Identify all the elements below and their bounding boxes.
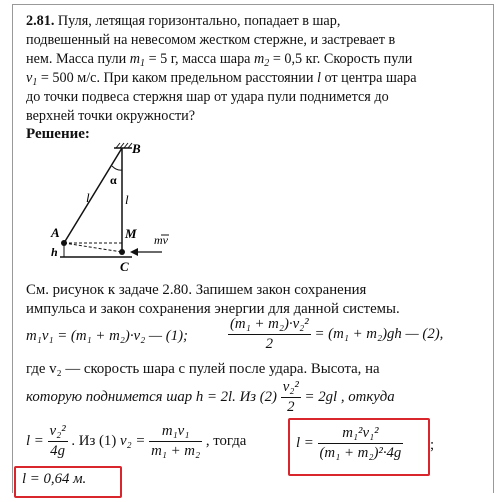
- problem-line-1: [26, 12, 340, 31]
- text-fragment: нем. Масса пули: [26, 51, 127, 67]
- fraction-denominator: (m₁ + m₂)²·4g: [319, 445, 402, 461]
- fraction-numerator: m₁²v₁²: [318, 424, 404, 444]
- solution-line-4: где v₂ — скорость шара с пулей после удара. Высота, на: [26, 361, 380, 377]
- label-m: M: [125, 226, 137, 241]
- text-fragment: = 0,5 кг. Скорость пули: [272, 51, 413, 67]
- label-b: B: [132, 141, 141, 156]
- text-fragment: = 5 г, масса шара: [148, 51, 251, 67]
- problem-text: Пуля, летящая горизонтально, попадает в шар,: [57, 13, 341, 29]
- text-fragment: v₂ =: [119, 432, 146, 449]
- subscript: 1: [140, 58, 146, 69]
- text-fragment: l =: [296, 434, 314, 451]
- final-semicolon: ;: [430, 437, 435, 453]
- energy-rhs: = (m₁ + m₂)gh — (2),: [314, 325, 444, 342]
- fraction-denominator: 4g: [50, 443, 65, 459]
- v2-fraction: [149, 422, 202, 461]
- symbol-m1: m: [129, 51, 141, 67]
- problem-line-5: до точки подвеса стержня шар от удара пули поднимется до: [26, 89, 389, 105]
- label-h: h: [51, 245, 58, 259]
- label-alpha: α: [110, 173, 117, 187]
- final-formula: [296, 424, 403, 463]
- equation-energy: [228, 315, 443, 354]
- ceiling-hatch: [114, 143, 132, 148]
- text-fragment: которую поднимется шар h = 2l. Из (2): [26, 388, 277, 405]
- rod-deflected: [64, 148, 122, 243]
- solution-line-6: [26, 422, 246, 461]
- symbol-v1: v: [26, 70, 33, 86]
- height-fraction: [281, 378, 301, 417]
- angle-arc: [112, 166, 122, 170]
- arrow-head: [130, 248, 138, 256]
- text-fragment: от центра шара: [324, 70, 417, 86]
- problem-number: 2.81.: [26, 13, 55, 29]
- ball-position-a: [61, 240, 67, 246]
- fraction-denominator: m₁ + m₂: [151, 443, 201, 459]
- text-fragment: , тогда: [205, 432, 247, 449]
- problem-line-2: подвешенный на невесомом жестком стержне, и застревает в: [26, 32, 396, 48]
- fraction-numerator: m₁v₁: [149, 422, 202, 442]
- dashed-chord: [64, 243, 122, 252]
- problem-line-6: верхней точки окружности?: [26, 108, 196, 124]
- label-l-right: l: [125, 192, 129, 207]
- subscript: 1: [32, 77, 38, 88]
- final-fraction: [318, 424, 404, 463]
- fraction-denominator: 2: [287, 399, 295, 415]
- energy-fraction: [228, 315, 311, 354]
- equation-momentum: m₁v₁ = (m₁ + m₂)·v₂ — (1);: [26, 328, 188, 344]
- text-fragment: = 500 м/с. При каком предельном расстоянии: [40, 70, 314, 86]
- fraction-numerator: (m₁ + m₂)·v₂²: [228, 315, 311, 335]
- answer: l = 0,64 м.: [22, 471, 87, 487]
- fraction-numerator: v₂²: [281, 378, 301, 398]
- ball-position-c: [119, 249, 125, 255]
- label-mv: mv: [154, 233, 168, 247]
- pendulum-diagram: [50, 140, 180, 275]
- symbol-m2: m: [254, 51, 265, 67]
- fraction-denominator: 2: [265, 336, 274, 352]
- solution-line-2: импульса и закон сохранения энергии для данной системы.: [26, 301, 400, 317]
- label-c: C: [120, 259, 129, 274]
- subscript: 2: [264, 58, 270, 69]
- fraction-numerator: v₂²: [48, 422, 68, 442]
- solution-heading: Решение:: [26, 126, 90, 142]
- solution-line-1: См. рисунок к задаче 2.80. Запишем закон сохранения: [26, 282, 367, 298]
- text-fragment: l =: [26, 432, 44, 449]
- l-fraction: [48, 422, 68, 461]
- symbol-l: l: [317, 70, 321, 86]
- label-a: A: [51, 225, 60, 240]
- text-fragment: = 2gl , откуда: [304, 388, 395, 405]
- solution-line-5: [26, 378, 395, 417]
- text-fragment: . Из (1): [71, 432, 117, 449]
- label-l-left: l: [86, 190, 90, 205]
